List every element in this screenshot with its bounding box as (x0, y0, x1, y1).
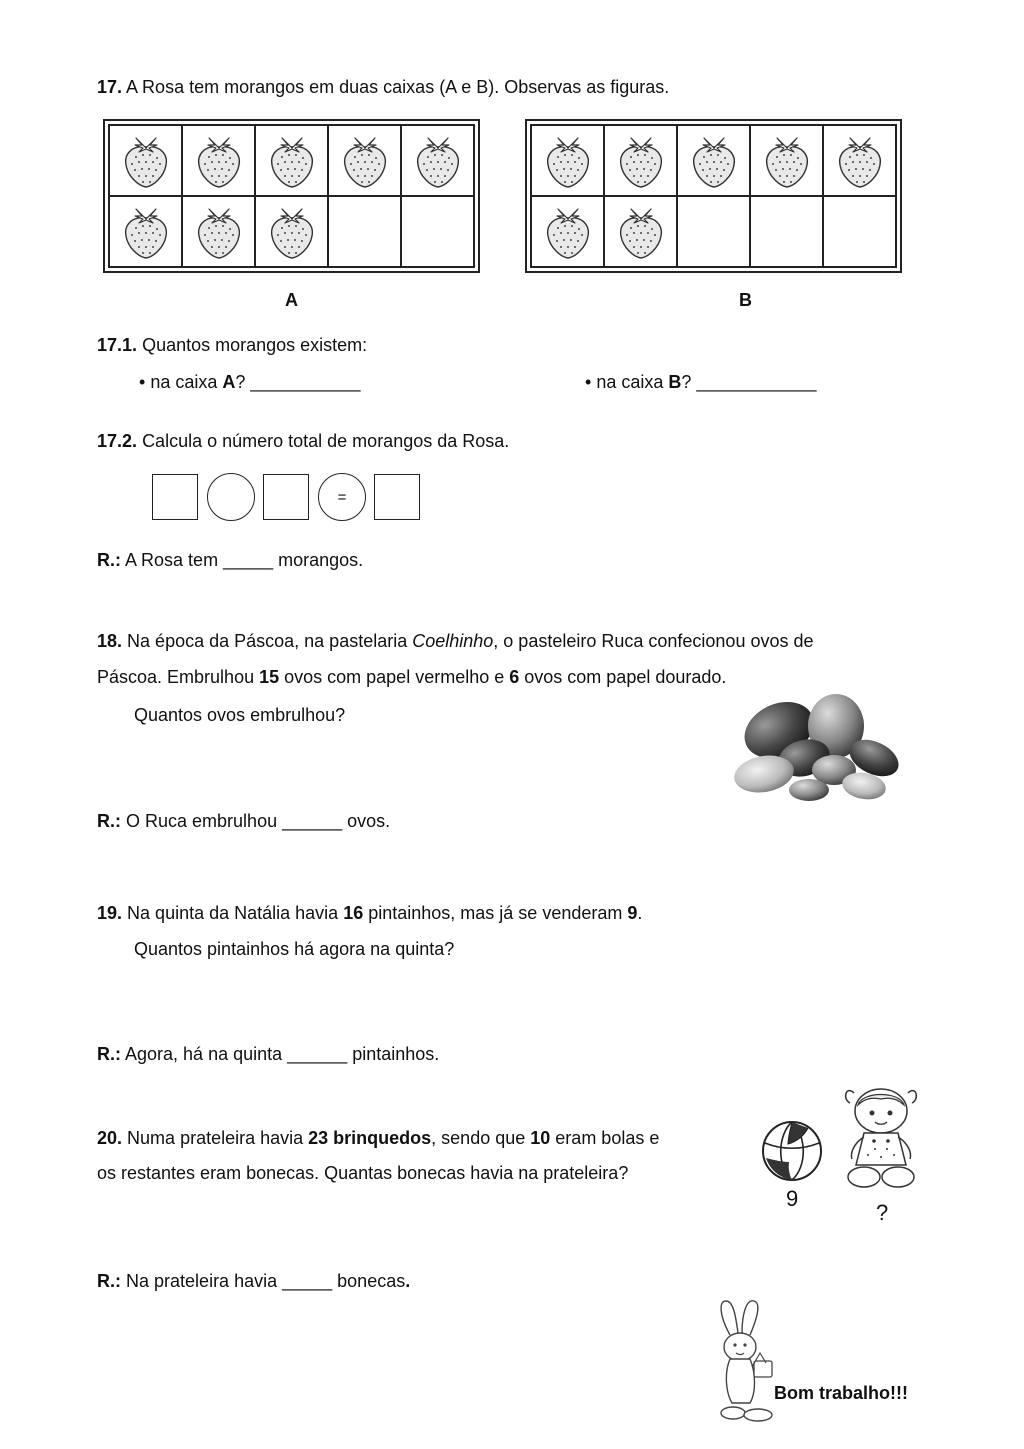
strawberry-icon (543, 204, 593, 260)
strawberry-icon (121, 204, 171, 260)
box-b-cell (750, 125, 823, 196)
box-b-cell (677, 125, 750, 196)
bullet-box-a: • na caixa A? ___________ (139, 372, 361, 392)
q19-answer (97, 1043, 439, 1065)
result-box[interactable] (374, 474, 420, 520)
bullet-icon: • (585, 372, 597, 392)
operand-box-1[interactable] (152, 474, 198, 520)
answer-label: R.: (97, 1044, 121, 1064)
box-a-cell (255, 125, 328, 196)
doll-icon (838, 1083, 924, 1193)
strawberry-icon (543, 133, 593, 189)
box-a-cell (401, 196, 474, 267)
q17-2-text: Calcula o número total de morangos da Rosa. (142, 431, 510, 451)
bullet-icon: • (139, 372, 151, 392)
box-b-cell (604, 125, 677, 196)
strawberry-box-b (525, 119, 902, 273)
box-b-cell (750, 196, 823, 267)
q17-2-number: 17.2. (97, 431, 138, 451)
answer-blank-b[interactable]: ? ____________ (681, 372, 817, 392)
q20-number: 20. (97, 1128, 123, 1148)
strawberry-icon (194, 133, 244, 189)
q18-question: Quantos ovos embrulhou? (134, 705, 346, 725)
q17-1-statement (97, 334, 367, 356)
answer-label: R.: (97, 1271, 121, 1291)
box-b-cell (823, 196, 896, 267)
strawberry-icon (689, 133, 739, 189)
box-a-cell (328, 196, 401, 267)
equals-circle (318, 473, 366, 521)
answer-text: A Rosa tem _____ morangos. (125, 550, 364, 570)
q17-2-statement (97, 430, 509, 452)
box-b-label: B (739, 290, 752, 310)
bullet-box-b: • na caixa B? ____________ (585, 372, 817, 392)
q17-1-number: 17.1. (97, 335, 138, 355)
q17-1-text: Quantos morangos existem: (142, 335, 368, 355)
strawberry-icon (267, 204, 317, 260)
box-b-cell (604, 196, 677, 267)
strawberry-icon (835, 133, 885, 189)
q18-answer (97, 810, 390, 832)
shop-name: Coelhinho (412, 631, 494, 651)
q20-line-1: 20. Numa prateleira havia 23 brinquedos, sendo que 10 eram bolas e (97, 1128, 660, 1148)
operator-circle[interactable] (207, 473, 255, 521)
box-b-cell (677, 196, 750, 267)
strawberry-icon (762, 133, 812, 189)
bunny-icon (706, 1297, 786, 1427)
q19-line-1: 19. Na quinta da Natália havia 16 pintainhos, mas já se venderam 9. (97, 903, 643, 923)
q17-statement (97, 76, 669, 98)
answer-text: Agora, há na quinta ______ pintainhos. (125, 1044, 440, 1064)
answer-blank-a[interactable]: ? ___________ (235, 372, 361, 392)
box-a-label: A (285, 290, 298, 310)
box-b-cell (531, 196, 604, 267)
equals-sign: = (337, 488, 347, 506)
q18-number: 18. (97, 631, 123, 651)
strawberry-icon (340, 133, 390, 189)
q20-answer: R.: Na prateleira havia _____ bonecas. (97, 1271, 411, 1291)
box-a-cell (401, 125, 474, 196)
q19-question: Quantos pintainhos há agora na quinta? (134, 939, 455, 959)
beach-ball-icon (760, 1118, 824, 1184)
box-a-cell (109, 125, 182, 196)
q17-number: 17. (97, 77, 123, 97)
q19-number: 19. (97, 903, 123, 923)
easter-eggs-image (724, 690, 916, 806)
q18-line-2: Páscoa. Embrulhou 15 ovos com papel vermelho e 6 ovos com papel dourado. (97, 667, 727, 687)
strawberry-icon (267, 133, 317, 189)
doll-count-label: ? (876, 1200, 889, 1225)
strawberry-icon (194, 204, 244, 260)
strawberry-icon (413, 133, 463, 189)
q20-line-2: os restantes eram bonecas. Quantas bonecas havia na prateleira? (97, 1163, 629, 1183)
answer-label: R.: (97, 550, 121, 570)
box-b-cell (531, 125, 604, 196)
box-a-cell (109, 196, 182, 267)
strawberry-icon (616, 204, 666, 260)
answer-text: Na prateleira havia _____ bonecas (126, 1271, 406, 1291)
q18-line-1: 18. Na época da Páscoa, na pastelaria Coelhinho, o pasteleiro Ruca confecionou ovos de (97, 631, 814, 651)
box-a-cell (328, 125, 401, 196)
box-a-cell (255, 196, 328, 267)
answer-label: R.: (97, 811, 121, 831)
box-b-cell (823, 125, 896, 196)
operand-box-2[interactable] (263, 474, 309, 520)
ball-count-label: 9 (786, 1186, 799, 1211)
answer-text: O Ruca embrulhou ______ ovos. (126, 811, 391, 831)
q17-answer (97, 549, 363, 571)
footer-message: Bom trabalho!!! (774, 1383, 908, 1403)
q17-text: A Rosa tem morangos em duas caixas (A e B). Observas as figuras. (126, 77, 670, 97)
box-a-cell (182, 196, 255, 267)
box-a-cell (182, 125, 255, 196)
strawberry-icon (121, 133, 171, 189)
strawberry-box-a (103, 119, 480, 273)
strawberry-icon (616, 133, 666, 189)
